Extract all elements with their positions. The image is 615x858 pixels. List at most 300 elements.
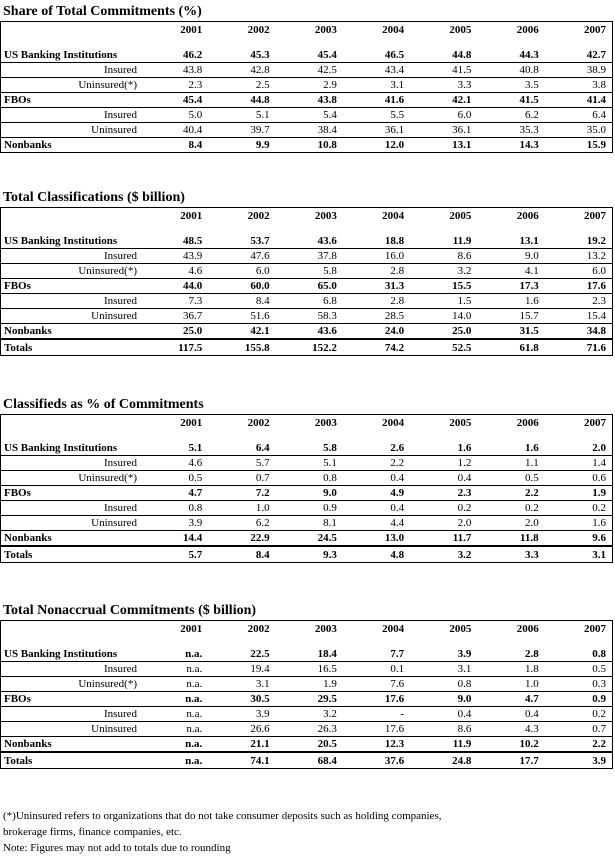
value-cell: 0.5 xyxy=(545,662,612,677)
value-cell: 8.6 xyxy=(410,722,477,737)
row-label: Insured xyxy=(1,501,141,516)
value-cell: 0.2 xyxy=(545,501,612,516)
value-cell: 0.9 xyxy=(276,501,343,516)
row-label: Insured xyxy=(1,294,141,309)
year-header: 2005 xyxy=(449,210,472,222)
value-cell: 11.8 xyxy=(477,531,544,547)
row-label: Uninsured xyxy=(1,123,141,138)
value-cell: 3.8 xyxy=(545,78,612,93)
value-cell: 26.6 xyxy=(208,722,275,737)
value-cell: 1.0 xyxy=(477,677,544,692)
value-cell: 38.9 xyxy=(545,63,612,78)
year-header: 2007 xyxy=(584,417,606,429)
value-cell: 44.8 xyxy=(452,49,472,61)
footnote-uninsured: (*)Uninsured refers to organizations that do not take consumer deposits such as holding companies, xyxy=(3,810,442,822)
value-cell: 0.7 xyxy=(545,722,612,737)
value-cell: 35.3 xyxy=(477,123,544,138)
table-row xyxy=(1,707,612,722)
value-cell: 48.5 xyxy=(183,235,203,247)
value-cell: 2.0 xyxy=(592,442,606,454)
spacer-row xyxy=(1,639,612,647)
year-header: 2004 xyxy=(382,24,405,36)
value-cell: 19.4 xyxy=(208,662,275,677)
value-cell: 58.3 xyxy=(276,309,343,324)
value-cell: 9.3 xyxy=(276,546,343,562)
value-cell: 6.0 xyxy=(208,264,275,279)
value-cell: 7.7 xyxy=(390,648,405,660)
value-cell: 0.2 xyxy=(477,501,544,516)
value-cell: 13.0 xyxy=(343,531,410,547)
value-cell: 45.4 xyxy=(317,49,337,61)
row-label: Insured xyxy=(1,707,141,722)
year-header: 2004 xyxy=(382,623,405,635)
value-cell: 11.7 xyxy=(410,531,477,547)
table-row xyxy=(1,93,612,108)
value-cell: 3.5 xyxy=(477,78,544,93)
value-cell: 3.1 xyxy=(410,662,477,677)
value-cell: 4.8 xyxy=(343,546,410,562)
value-cell: 2.3 xyxy=(545,294,612,309)
value-cell: 25.0 xyxy=(410,324,477,340)
row-label: FBOs xyxy=(1,486,141,501)
section-title: Total Nonaccrual Commitments ($ billion) xyxy=(3,603,257,618)
value-cell: 9.0 xyxy=(477,249,544,264)
value-cell: 12.3 xyxy=(343,737,410,753)
value-cell: n.a. xyxy=(141,677,208,692)
table-row xyxy=(1,722,612,737)
header-blank xyxy=(1,208,141,226)
row-label: Nonbanks xyxy=(1,138,141,153)
value-cell: 43.6 xyxy=(276,324,343,340)
value-cell: 117.5 xyxy=(141,339,208,355)
value-cell: n.a. xyxy=(141,707,208,722)
section-title: Classifieds as % of Commitments xyxy=(3,397,204,412)
share-table xyxy=(0,21,613,153)
value-cell: 4.6 xyxy=(141,456,208,471)
value-cell: 39.7 xyxy=(208,123,275,138)
spacer-cell xyxy=(1,40,612,48)
value-cell: 0.8 xyxy=(276,471,343,486)
value-cell: 152.2 xyxy=(276,339,343,355)
value-cell: 40.4 xyxy=(141,123,208,138)
table-row xyxy=(1,309,612,324)
value-cell: 3.9 xyxy=(208,707,275,722)
value-cell: 1.2 xyxy=(410,456,477,471)
value-cell: 42.7 xyxy=(586,49,606,61)
row-label: Insured xyxy=(1,662,141,677)
table-row xyxy=(1,279,612,294)
value-cell: 43.8 xyxy=(276,93,343,108)
value-cell: 0.3 xyxy=(545,677,612,692)
value-cell: 8.6 xyxy=(410,249,477,264)
value-cell: 53.7 xyxy=(250,235,270,247)
value-cell: 43.4 xyxy=(343,63,410,78)
header-blank xyxy=(1,415,141,433)
table-row xyxy=(1,516,612,531)
year-header: 2002 xyxy=(247,623,270,635)
value-cell: 1.1 xyxy=(477,456,544,471)
value-cell: 3.9 xyxy=(545,752,612,768)
value-cell: 71.6 xyxy=(545,339,612,355)
value-cell: 19.2 xyxy=(586,235,606,247)
value-cell: 0.4 xyxy=(343,501,410,516)
value-cell: 51.6 xyxy=(208,309,275,324)
year-header: 2001 xyxy=(180,417,203,429)
year-header: 2002 xyxy=(247,417,270,429)
table-row xyxy=(1,662,612,677)
table-row xyxy=(1,737,612,753)
year-header: 2006 xyxy=(516,623,539,635)
value-cell: 41.5 xyxy=(410,63,477,78)
value-cell: 7.3 xyxy=(141,294,208,309)
value-cell: 2.9 xyxy=(276,78,343,93)
row-label: US Banking Institutions xyxy=(4,49,118,61)
row-label: Uninsured xyxy=(1,722,141,737)
spacer-row xyxy=(1,433,612,441)
row-label: Nonbanks xyxy=(1,531,141,547)
value-cell: 3.9 xyxy=(141,516,208,531)
year-header-row xyxy=(1,208,612,226)
value-cell: 4.7 xyxy=(141,486,208,501)
row-label: Totals xyxy=(1,546,141,562)
value-cell: 24.0 xyxy=(343,324,410,340)
year-header: 2001 xyxy=(180,210,203,222)
value-cell: 12.0 xyxy=(343,138,410,153)
table-row xyxy=(1,234,612,249)
table-row xyxy=(1,264,612,279)
table-row xyxy=(1,108,612,123)
year-header: 2005 xyxy=(449,417,472,429)
value-cell: 3.3 xyxy=(477,546,544,562)
value-cell: 5.1 xyxy=(276,456,343,471)
value-cell: 5.7 xyxy=(141,546,208,562)
value-cell: 13.2 xyxy=(545,249,612,264)
year-header: 2004 xyxy=(382,417,405,429)
row-label: Uninsured(*) xyxy=(1,677,141,692)
table-row xyxy=(1,647,612,662)
nonaccrual-table xyxy=(0,620,613,769)
value-cell: 9.9 xyxy=(208,138,275,153)
year-header-row xyxy=(1,22,612,40)
value-cell: 18.8 xyxy=(384,235,405,247)
value-cell: 10.2 xyxy=(477,737,544,753)
data-table xyxy=(1,621,612,768)
value-cell: 2.3 xyxy=(410,486,477,501)
value-cell: 2.2 xyxy=(343,456,410,471)
table-row xyxy=(1,441,612,456)
value-cell: 2.8 xyxy=(343,294,410,309)
value-cell: 22.5 xyxy=(250,648,270,660)
value-cell: 3.1 xyxy=(343,78,410,93)
value-cell: 1.6 xyxy=(477,294,544,309)
value-cell: 0.4 xyxy=(410,707,477,722)
value-cell: 30.5 xyxy=(208,692,275,707)
value-cell: 17.6 xyxy=(343,692,410,707)
value-cell: 2.3 xyxy=(141,78,208,93)
row-label: Totals xyxy=(1,752,141,768)
value-cell: 2.2 xyxy=(477,486,544,501)
value-cell: 36.1 xyxy=(410,123,477,138)
value-cell: 45.4 xyxy=(141,93,208,108)
value-cell: 1.6 xyxy=(457,442,472,454)
value-cell: 5.7 xyxy=(208,456,275,471)
table-row xyxy=(1,294,612,309)
value-cell: 9.0 xyxy=(276,486,343,501)
row-label: Totals xyxy=(1,339,141,355)
value-cell: 15.7 xyxy=(477,309,544,324)
value-cell: 1.6 xyxy=(545,516,612,531)
table-row xyxy=(1,456,612,471)
section-title: Share of Total Commitments (%) xyxy=(3,4,202,19)
value-cell: 68.4 xyxy=(276,752,343,768)
value-cell: 29.5 xyxy=(276,692,343,707)
value-cell: 17.6 xyxy=(545,279,612,294)
value-cell: 0.8 xyxy=(592,648,606,660)
value-cell: n.a. xyxy=(141,722,208,737)
value-cell: 0.9 xyxy=(545,692,612,707)
year-header: 2006 xyxy=(516,210,539,222)
value-cell: 0.7 xyxy=(208,471,275,486)
value-cell: 8.4 xyxy=(208,546,275,562)
value-cell: 16.5 xyxy=(276,662,343,677)
value-cell: 2.8 xyxy=(343,264,410,279)
value-cell: n.a. xyxy=(141,752,208,768)
value-cell: 74.1 xyxy=(208,752,275,768)
table-row xyxy=(1,501,612,516)
row-label: US Banking Institutions xyxy=(4,235,118,247)
value-cell: 6.4 xyxy=(545,108,612,123)
value-cell: 26.3 xyxy=(276,722,343,737)
year-header: 2007 xyxy=(584,24,606,36)
value-cell: 4.3 xyxy=(477,722,544,737)
value-cell: 28.5 xyxy=(343,309,410,324)
value-cell: 2.0 xyxy=(477,516,544,531)
value-cell: 41.5 xyxy=(477,93,544,108)
value-cell: 42.8 xyxy=(208,63,275,78)
value-cell: 47.6 xyxy=(208,249,275,264)
value-cell: 5.1 xyxy=(208,108,275,123)
value-cell: 65.0 xyxy=(276,279,343,294)
year-header: 2001 xyxy=(180,623,203,635)
value-cell: 3.1 xyxy=(545,546,612,562)
value-cell: 155.8 xyxy=(208,339,275,355)
value-cell: 17.3 xyxy=(477,279,544,294)
header-blank xyxy=(1,22,141,40)
value-cell: 4.9 xyxy=(343,486,410,501)
value-cell: 45.3 xyxy=(250,49,270,61)
value-cell: 2.6 xyxy=(390,442,405,454)
year-header: 2002 xyxy=(247,24,270,36)
value-cell: 25.0 xyxy=(141,324,208,340)
value-cell: 43.9 xyxy=(141,249,208,264)
table-row xyxy=(1,531,612,547)
value-cell: 44.8 xyxy=(208,93,275,108)
year-header: 2001 xyxy=(180,24,203,36)
totals-row xyxy=(1,752,612,768)
value-cell: 4.1 xyxy=(477,264,544,279)
value-cell: 0.4 xyxy=(477,707,544,722)
value-cell: - xyxy=(343,707,410,722)
row-label: FBOs xyxy=(1,279,141,294)
value-cell: 0.4 xyxy=(343,471,410,486)
footnotes xyxy=(3,808,608,856)
classifieds-pct-table xyxy=(0,414,613,563)
spacer-cell xyxy=(1,639,612,647)
year-header: 2003 xyxy=(314,24,337,36)
table-row xyxy=(1,138,612,153)
value-cell: 1.8 xyxy=(477,662,544,677)
value-cell: 41.4 xyxy=(545,93,612,108)
value-cell: 46.2 xyxy=(183,49,203,61)
year-header: 2003 xyxy=(314,417,337,429)
value-cell: 13.1 xyxy=(410,138,477,153)
table-row xyxy=(1,486,612,501)
value-cell: 42.1 xyxy=(410,93,477,108)
value-cell: 6.2 xyxy=(208,516,275,531)
row-label: Insured xyxy=(1,249,141,264)
spacer-cell xyxy=(1,433,612,441)
year-header: 2005 xyxy=(449,24,472,36)
totals-row xyxy=(1,339,612,355)
value-cell: 3.2 xyxy=(276,707,343,722)
value-cell: 14.0 xyxy=(410,309,477,324)
value-cell: 3.2 xyxy=(410,264,477,279)
table-row xyxy=(1,249,612,264)
value-cell: 3.3 xyxy=(410,78,477,93)
value-cell: n.a. xyxy=(141,692,208,707)
value-cell: 5.8 xyxy=(276,264,343,279)
value-cell: 1.6 xyxy=(524,442,539,454)
value-cell: 41.6 xyxy=(343,93,410,108)
value-cell: 37.8 xyxy=(276,249,343,264)
table-row xyxy=(1,677,612,692)
value-cell: 0.5 xyxy=(141,471,208,486)
value-cell: 35.0 xyxy=(545,123,612,138)
value-cell: 4.7 xyxy=(477,692,544,707)
value-cell: 5.0 xyxy=(141,108,208,123)
value-cell: 8.4 xyxy=(141,138,208,153)
section-title: Total Classifications ($ billion) xyxy=(3,190,185,205)
table-row xyxy=(1,63,612,78)
row-label: Insured xyxy=(1,63,141,78)
value-cell: 4.4 xyxy=(343,516,410,531)
value-cell: 6.0 xyxy=(410,108,477,123)
value-cell: 37.6 xyxy=(343,752,410,768)
value-cell: 1.9 xyxy=(276,677,343,692)
value-cell: 40.8 xyxy=(477,63,544,78)
row-label: Uninsured(*) xyxy=(1,471,141,486)
row-label: Nonbanks xyxy=(1,737,141,753)
value-cell: 16.0 xyxy=(343,249,410,264)
value-cell: 5.4 xyxy=(276,108,343,123)
table-row xyxy=(1,78,612,93)
value-cell: 1.5 xyxy=(410,294,477,309)
year-header: 2002 xyxy=(247,210,270,222)
value-cell: 31.3 xyxy=(343,279,410,294)
value-cell: 20.5 xyxy=(276,737,343,753)
value-cell: 10.8 xyxy=(276,138,343,153)
year-header: 2006 xyxy=(516,417,539,429)
row-label: Nonbanks xyxy=(1,324,141,340)
year-header: 2007 xyxy=(584,210,606,222)
value-cell: 2.5 xyxy=(208,78,275,93)
year-header: 2006 xyxy=(516,24,539,36)
value-cell: 3.2 xyxy=(410,546,477,562)
value-cell: 11.9 xyxy=(452,235,472,247)
value-cell: 61.8 xyxy=(477,339,544,355)
value-cell: 44.3 xyxy=(519,49,539,61)
value-cell: 11.9 xyxy=(410,737,477,753)
value-cell: 17.7 xyxy=(477,752,544,768)
value-cell: 6.8 xyxy=(276,294,343,309)
data-table xyxy=(1,415,612,562)
value-cell: 4.6 xyxy=(141,264,208,279)
table-row xyxy=(1,692,612,707)
value-cell: 6.4 xyxy=(255,442,270,454)
value-cell: 13.1 xyxy=(519,235,539,247)
value-cell: 74.2 xyxy=(343,339,410,355)
value-cell: 22.9 xyxy=(208,531,275,547)
year-header: 2003 xyxy=(314,210,337,222)
footnote-rounding: Note: Figures may not add to totals due to rounding xyxy=(3,842,231,854)
header-blank xyxy=(1,621,141,639)
value-cell: 44.0 xyxy=(141,279,208,294)
value-cell: 9.6 xyxy=(545,531,612,547)
footnote-uninsured-cont: brokerage firms, finance companies, etc. xyxy=(3,826,182,838)
value-cell: 15.9 xyxy=(545,138,612,153)
row-label: Uninsured xyxy=(1,309,141,324)
value-cell: 8.4 xyxy=(208,294,275,309)
table-row xyxy=(1,471,612,486)
value-cell: 0.8 xyxy=(410,677,477,692)
value-cell: 36.1 xyxy=(343,123,410,138)
value-cell: 24.5 xyxy=(276,531,343,547)
value-cell: n.a. xyxy=(141,662,208,677)
value-cell: 52.5 xyxy=(410,339,477,355)
spacer-row xyxy=(1,226,612,234)
data-table xyxy=(1,22,612,152)
value-cell: 0.2 xyxy=(410,501,477,516)
value-cell: 34.8 xyxy=(545,324,612,340)
value-cell: 6.0 xyxy=(545,264,612,279)
value-cell: 3.9 xyxy=(457,648,472,660)
value-cell: 17.6 xyxy=(343,722,410,737)
year-header-row xyxy=(1,415,612,433)
value-cell: 21.1 xyxy=(208,737,275,753)
value-cell: 0.2 xyxy=(545,707,612,722)
value-cell: 43.6 xyxy=(317,235,337,247)
value-cell: 0.4 xyxy=(410,471,477,486)
totals-row xyxy=(1,546,612,562)
value-cell: 9.0 xyxy=(410,692,477,707)
value-cell: 15.4 xyxy=(545,309,612,324)
value-cell: 5.5 xyxy=(343,108,410,123)
value-cell: 43.8 xyxy=(141,63,208,78)
value-cell: 3.1 xyxy=(208,677,275,692)
value-cell: 46.5 xyxy=(384,49,405,61)
value-cell: 14.4 xyxy=(141,531,208,547)
row-label: US Banking Institutions xyxy=(4,648,118,660)
year-header: 2007 xyxy=(584,623,606,635)
value-cell: 14.3 xyxy=(477,138,544,153)
value-cell: 42.5 xyxy=(276,63,343,78)
value-cell: 2.8 xyxy=(524,648,539,660)
row-label: FBOs xyxy=(1,93,141,108)
value-cell: 0.6 xyxy=(545,471,612,486)
value-cell: 42.1 xyxy=(208,324,275,340)
value-cell: 7.6 xyxy=(343,677,410,692)
table-row xyxy=(1,324,612,340)
